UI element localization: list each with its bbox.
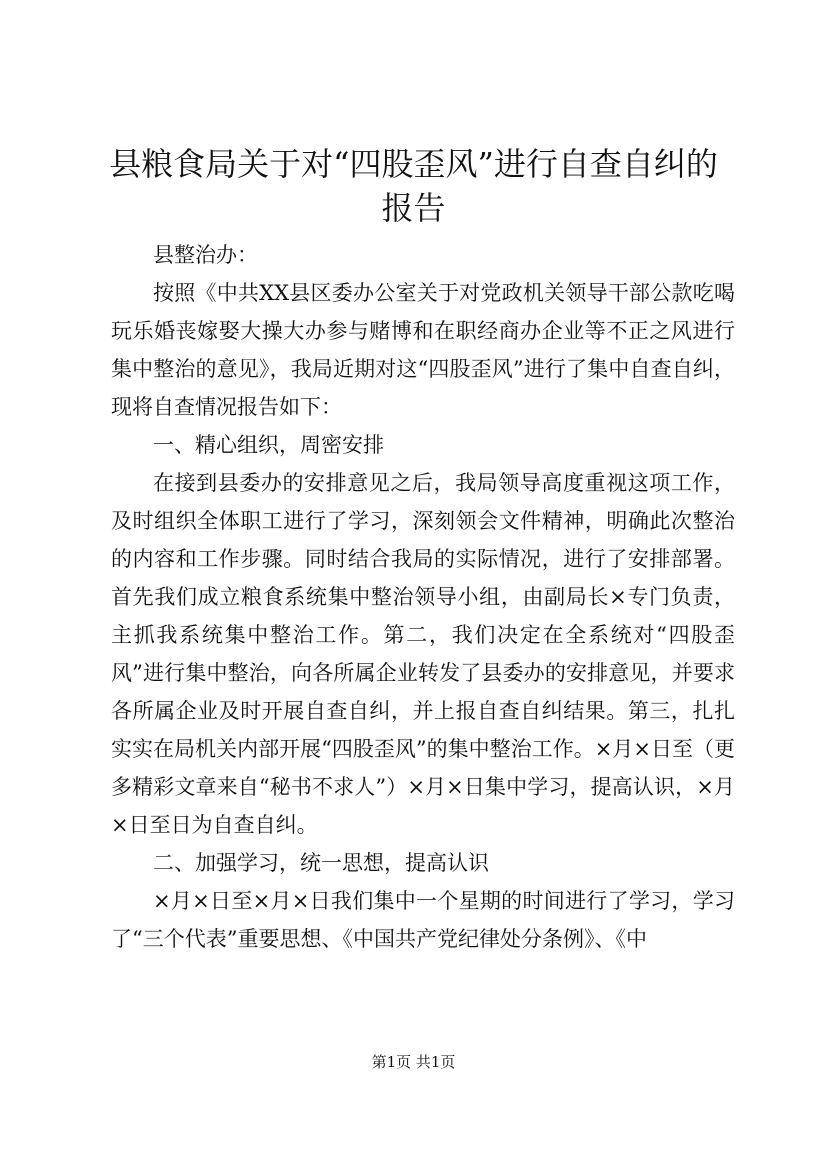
document-title	[100, 142, 727, 230]
paragraph-section-2: ×月×日至×月×日我们集中一个星期的时间进行了学习，学习了“三个代表”重要思想、《中国共产党纪律处分条例》、《中	[111, 889, 735, 951]
paragraph-intro: 按照《中共XX县区委办公室关于对党政机关领导干部公款吃喝玩乐婚丧嫁娶大操大办参与赌博和在职经商办企业等不正之风进行集中整治的意见》，我局近期对这“四股歪风”进行了集中自查自纠，现将自查情况报告如下：	[111, 281, 735, 419]
title-line-1: 县粮食局关于对“四股歪风”进行自查自纠的	[109, 145, 718, 183]
section-heading-1: 一、精心组织，周密安排	[153, 433, 384, 457]
paragraph-section-1: 在接到县委办的安排意见之后，我局领导高度重视这项工作，及时组织全体职工进行了学习，深刻领会文件精神，明确此次整治的内容和工作步骤。同时结合我局的实际情况，进行了安排部署。首先我们成立粮食系统集中整治领导小组，由副局长×专门负责，主抓我系统集中整治工作。第二，我们决定在全系统对“四股歪风”进行集中整治，向各所属企业转发了县委办的安排意见，并要求各所属企业及时开展自查自纠，并上报自查自纠结果。第三，扎扎实实在局机关内部开展“四股歪风”的集中整治工作。×月×日至（更多精彩文章来自“秘书不求人”）×月×日集中学习，提高认识，×月×日至日为自查自纠。	[111, 471, 735, 837]
salutation: 县整治办：	[153, 243, 258, 267]
title-line-2: 报告	[381, 189, 446, 227]
section-heading-2: 二、加强学习，统一思想，提高认识	[153, 851, 489, 875]
document-body	[111, 236, 735, 958]
page-footer: 第1页 共1页	[371, 1053, 456, 1071]
